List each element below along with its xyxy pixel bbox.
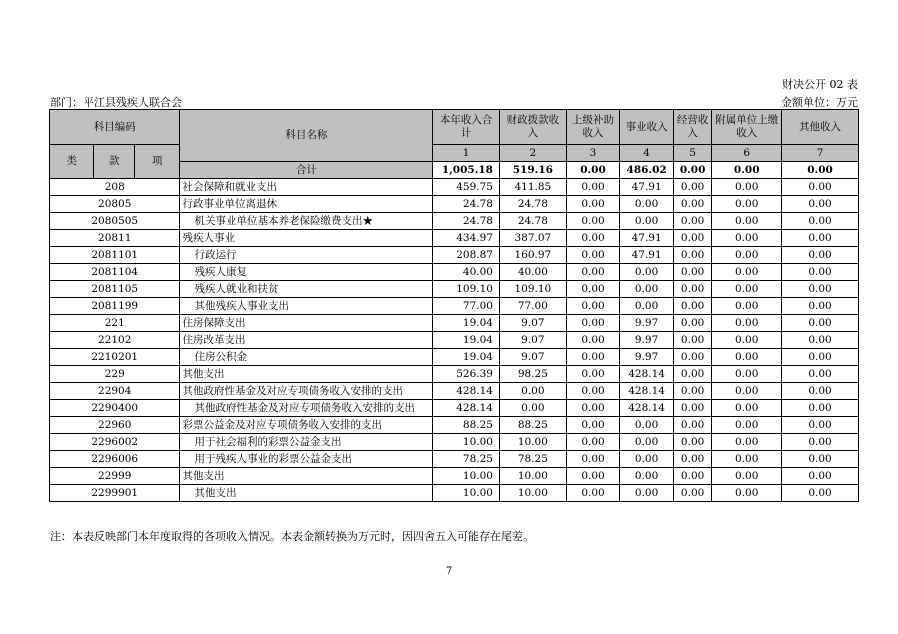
header-name: 科目名称 xyxy=(180,110,433,162)
amount-cell: 0.00 xyxy=(566,400,620,417)
amount-cell: 0.00 xyxy=(782,468,859,485)
table-row xyxy=(50,298,859,315)
amount-cell: 47.91 xyxy=(620,247,674,264)
amount-cell: 0.00 xyxy=(782,298,859,315)
amount-cell: 9.97 xyxy=(620,315,674,332)
amount-cell: 0.00 xyxy=(782,264,859,281)
subject-code: 2080505 xyxy=(50,213,180,230)
amount-cell: 78.25 xyxy=(433,451,500,468)
amount-cell: 0.00 xyxy=(566,434,620,451)
total-cell: 519.16 xyxy=(499,162,566,179)
header-col4: 事业收入 xyxy=(620,110,674,145)
amount-cell: 0.00 xyxy=(566,298,620,315)
amount-cell: 0.00 xyxy=(782,213,859,230)
header-lei: 类 xyxy=(50,145,94,179)
header-col3: 上级补助收入 xyxy=(566,110,620,145)
amount-cell: 0.00 xyxy=(566,196,620,213)
amount-unit-label: 金额单位：万元 xyxy=(781,96,858,109)
column-number: 3 xyxy=(566,145,620,162)
amount-cell: 0.00 xyxy=(712,417,782,434)
amount-cell: 0.00 xyxy=(499,400,566,417)
amount-cell: 0.00 xyxy=(782,383,859,400)
amount-cell: 0.00 xyxy=(566,247,620,264)
amount-cell: 0.00 xyxy=(712,179,782,196)
subject-name: 其他支出 xyxy=(180,366,433,383)
amount-cell: 0.00 xyxy=(566,485,620,502)
total-cell: 0.00 xyxy=(566,162,620,179)
amount-cell: 0.00 xyxy=(566,332,620,349)
amount-cell: 0.00 xyxy=(782,400,859,417)
amount-cell: 428.14 xyxy=(620,366,674,383)
amount-cell: 0.00 xyxy=(712,213,782,230)
amount-cell: 78.25 xyxy=(499,451,566,468)
amount-cell: 0.00 xyxy=(782,247,859,264)
amount-cell: 0.00 xyxy=(782,196,859,213)
amount-cell: 0.00 xyxy=(782,230,859,247)
page-number: 7 xyxy=(445,566,453,577)
total-cell: 0.00 xyxy=(782,162,859,179)
amount-cell: 0.00 xyxy=(712,451,782,468)
amount-cell: 0.00 xyxy=(673,179,711,196)
table-row xyxy=(50,451,859,468)
amount-cell: 98.25 xyxy=(499,366,566,383)
table-row xyxy=(50,315,859,332)
amount-cell: 0.00 xyxy=(673,247,711,264)
amount-cell: 0.00 xyxy=(566,366,620,383)
header-code: 科目编码 xyxy=(50,110,180,145)
subject-code: 221 xyxy=(50,315,180,332)
amount-cell: 0.00 xyxy=(620,298,674,315)
subject-name: 社会保障和就业支出 xyxy=(180,179,433,196)
table-row xyxy=(50,179,859,196)
amount-cell: 10.00 xyxy=(433,468,500,485)
table-row xyxy=(50,434,859,451)
amount-cell: 0.00 xyxy=(673,315,711,332)
amount-cell: 0.00 xyxy=(566,451,620,468)
amount-cell: 208.87 xyxy=(433,247,500,264)
amount-cell: 0.00 xyxy=(620,434,674,451)
amount-cell: 40.00 xyxy=(433,264,500,281)
amount-cell: 77.00 xyxy=(433,298,500,315)
amount-cell: 0.00 xyxy=(782,417,859,434)
amount-cell: 411.85 xyxy=(499,179,566,196)
table-row xyxy=(50,349,859,366)
amount-cell: 0.00 xyxy=(566,213,620,230)
header-row xyxy=(50,110,859,145)
amount-cell: 0.00 xyxy=(620,468,674,485)
amount-cell: 387.07 xyxy=(499,230,566,247)
table-row xyxy=(50,383,859,400)
amount-cell: 0.00 xyxy=(673,434,711,451)
amount-cell: 47.91 xyxy=(620,179,674,196)
header-col7: 其他收入 xyxy=(782,110,859,145)
amount-cell: 0.00 xyxy=(712,247,782,264)
subject-code: 208 xyxy=(50,179,180,196)
subject-name: 用于残疾人事业的彩票公益金支出 xyxy=(180,451,433,468)
total-cell: 1,005.18 xyxy=(433,162,500,179)
subject-code: 2296002 xyxy=(50,434,180,451)
amount-cell: 10.00 xyxy=(499,485,566,502)
amount-cell: 0.00 xyxy=(673,298,711,315)
header-xiang: 项 xyxy=(134,145,180,179)
amount-cell: 10.00 xyxy=(499,434,566,451)
amount-cell: 0.00 xyxy=(673,451,711,468)
amount-cell: 88.25 xyxy=(499,417,566,434)
amount-cell: 0.00 xyxy=(673,366,711,383)
subject-code: 2299901 xyxy=(50,485,180,502)
table-row xyxy=(50,366,859,383)
income-table xyxy=(49,109,859,502)
subject-code: 20811 xyxy=(50,230,180,247)
amount-cell: 526.39 xyxy=(433,366,500,383)
total-cell: 0.00 xyxy=(673,162,711,179)
amount-cell: 0.00 xyxy=(673,383,711,400)
table-row xyxy=(50,281,859,298)
amount-cell: 434.97 xyxy=(433,230,500,247)
subject-name: 住房改革支出 xyxy=(180,332,433,349)
amount-cell: 0.00 xyxy=(673,349,711,366)
amount-cell: 19.04 xyxy=(433,315,500,332)
amount-cell: 0.00 xyxy=(566,315,620,332)
amount-cell: 0.00 xyxy=(566,349,620,366)
subject-code: 229 xyxy=(50,366,180,383)
form-number: 财决公开 02 表 xyxy=(782,78,858,91)
amount-cell: 0.00 xyxy=(620,264,674,281)
table-row xyxy=(50,332,859,349)
amount-cell: 428.14 xyxy=(433,383,500,400)
amount-cell: 0.00 xyxy=(712,434,782,451)
subject-name: 其他政府性基金及对应专项债务收入安排的支出 xyxy=(180,400,433,417)
subject-code: 2081199 xyxy=(50,298,180,315)
amount-cell: 0.00 xyxy=(782,179,859,196)
subject-code: 22960 xyxy=(50,417,180,434)
amount-cell: 40.00 xyxy=(499,264,566,281)
amount-cell: 0.00 xyxy=(620,485,674,502)
amount-cell: 428.14 xyxy=(620,383,674,400)
amount-cell: 0.00 xyxy=(673,213,711,230)
amount-cell: 24.78 xyxy=(499,196,566,213)
amount-cell: 0.00 xyxy=(566,230,620,247)
amount-cell: 47.91 xyxy=(620,230,674,247)
amount-cell: 0.00 xyxy=(712,383,782,400)
column-number: 1 xyxy=(433,145,500,162)
amount-cell: 160.97 xyxy=(499,247,566,264)
amount-cell: 0.00 xyxy=(782,434,859,451)
subject-code: 22904 xyxy=(50,383,180,400)
header-col1: 本年收入合计 xyxy=(433,110,500,145)
subject-code: 2296006 xyxy=(50,451,180,468)
table-row xyxy=(50,485,859,502)
table-note: 注：本表反映部门本年度取得的各项收入情况。本表金额转换为万元时，因四舍五入可能存在尾差。 xyxy=(50,530,534,543)
amount-cell: 9.97 xyxy=(620,349,674,366)
amount-cell: 0.00 xyxy=(712,298,782,315)
table-row xyxy=(50,196,859,213)
table-row xyxy=(50,247,859,264)
table-row xyxy=(50,468,859,485)
amount-cell: 0.00 xyxy=(782,349,859,366)
amount-cell: 0.00 xyxy=(673,281,711,298)
column-number: 2 xyxy=(499,145,566,162)
subject-code: 20805 xyxy=(50,196,180,213)
subject-name: 其他残疾人事业支出 xyxy=(180,298,433,315)
subject-name: 其他政府性基金及对应专项债务收入安排的支出 xyxy=(180,383,433,400)
amount-cell: 428.14 xyxy=(433,400,500,417)
amount-cell: 24.78 xyxy=(499,213,566,230)
total-cell: 0.00 xyxy=(712,162,782,179)
total-label: 合计 xyxy=(180,162,433,179)
header-col2: 财政拨款收入 xyxy=(499,110,566,145)
subject-name: 住房公积金 xyxy=(180,349,433,366)
amount-cell: 0.00 xyxy=(712,468,782,485)
amount-cell: 0.00 xyxy=(673,264,711,281)
subject-code: 22102 xyxy=(50,332,180,349)
amount-cell: 0.00 xyxy=(673,417,711,434)
column-number: 4 xyxy=(620,145,674,162)
table-row xyxy=(50,230,859,247)
amount-cell: 10.00 xyxy=(499,468,566,485)
total-cell: 486.02 xyxy=(620,162,674,179)
amount-cell: 9.07 xyxy=(499,349,566,366)
amount-cell: 0.00 xyxy=(566,468,620,485)
amount-cell: 0.00 xyxy=(712,366,782,383)
amount-cell: 88.25 xyxy=(433,417,500,434)
subject-code: 2210201 xyxy=(50,349,180,366)
amount-cell: 428.14 xyxy=(620,400,674,417)
amount-cell: 0.00 xyxy=(782,485,859,502)
amount-cell: 0.00 xyxy=(712,315,782,332)
amount-cell: 0.00 xyxy=(566,281,620,298)
amount-cell: 0.00 xyxy=(620,451,674,468)
subject-name: 彩票公益金及对应专项债务收入安排的支出 xyxy=(180,417,433,434)
amount-cell: 0.00 xyxy=(499,383,566,400)
amount-cell: 0.00 xyxy=(673,468,711,485)
subject-code: 22999 xyxy=(50,468,180,485)
subject-code: 2081101 xyxy=(50,247,180,264)
subject-name: 用于社会福利的彩票公益金支出 xyxy=(180,434,433,451)
amount-cell: 9.97 xyxy=(620,332,674,349)
amount-cell: 10.00 xyxy=(433,485,500,502)
subject-name: 机关事业单位基本养老保险缴费支出★ xyxy=(180,213,433,230)
amount-cell: 459.75 xyxy=(433,179,500,196)
amount-cell: 24.78 xyxy=(433,213,500,230)
subject-code: 2081105 xyxy=(50,281,180,298)
amount-cell: 9.07 xyxy=(499,332,566,349)
subject-name: 住房保障支出 xyxy=(180,315,433,332)
table-row xyxy=(50,400,859,417)
column-number: 7 xyxy=(782,145,859,162)
amount-cell: 0.00 xyxy=(782,332,859,349)
amount-cell: 0.00 xyxy=(620,281,674,298)
column-number: 6 xyxy=(712,145,782,162)
amount-cell: 24.78 xyxy=(433,196,500,213)
subject-name: 残疾人就业和扶贫 xyxy=(180,281,433,298)
amount-cell: 0.00 xyxy=(712,349,782,366)
amount-cell: 0.00 xyxy=(712,230,782,247)
amount-cell: 0.00 xyxy=(673,196,711,213)
amount-cell: 77.00 xyxy=(499,298,566,315)
amount-cell: 0.00 xyxy=(782,451,859,468)
amount-cell: 0.00 xyxy=(566,264,620,281)
amount-cell: 0.00 xyxy=(712,281,782,298)
header-col6: 附属单位上缴收入 xyxy=(712,110,782,145)
amount-cell: 0.00 xyxy=(712,196,782,213)
subject-name: 其他支出 xyxy=(180,468,433,485)
subject-code: 2081104 xyxy=(50,264,180,281)
amount-cell: 0.00 xyxy=(673,230,711,247)
department-label: 部门：平江县残疾人联合会 xyxy=(50,96,182,109)
subject-code: 2290400 xyxy=(50,400,180,417)
amount-cell: 0.00 xyxy=(712,400,782,417)
amount-cell: 0.00 xyxy=(782,281,859,298)
amount-cell: 0.00 xyxy=(782,315,859,332)
amount-cell: 19.04 xyxy=(433,349,500,366)
amount-cell: 0.00 xyxy=(566,383,620,400)
subject-name: 残疾人事业 xyxy=(180,230,433,247)
amount-cell: 19.04 xyxy=(433,332,500,349)
amount-cell: 0.00 xyxy=(673,485,711,502)
amount-cell: 0.00 xyxy=(673,332,711,349)
header-sub-row xyxy=(50,145,859,162)
amount-cell: 0.00 xyxy=(712,332,782,349)
header-kuan: 款 xyxy=(94,145,134,179)
table-row xyxy=(50,417,859,434)
subject-name: 其他支出 xyxy=(180,485,433,502)
subject-name: 行政运行 xyxy=(180,247,433,264)
amount-cell: 0.00 xyxy=(620,196,674,213)
column-number: 5 xyxy=(673,145,711,162)
amount-cell: 0.00 xyxy=(712,264,782,281)
amount-cell: 0.00 xyxy=(712,485,782,502)
table-row xyxy=(50,213,859,230)
amount-cell: 0.00 xyxy=(782,366,859,383)
amount-cell: 0.00 xyxy=(566,417,620,434)
header-col5: 经营收入 xyxy=(673,110,711,145)
amount-cell: 0.00 xyxy=(620,417,674,434)
amount-cell: 0.00 xyxy=(620,213,674,230)
amount-cell: 9.07 xyxy=(499,315,566,332)
table-row xyxy=(50,264,859,281)
amount-cell: 0.00 xyxy=(566,179,620,196)
amount-cell: 10.00 xyxy=(433,434,500,451)
subject-name: 残疾人康复 xyxy=(180,264,433,281)
subject-name: 行政事业单位离退休 xyxy=(180,196,433,213)
amount-cell: 109.10 xyxy=(499,281,566,298)
amount-cell: 0.00 xyxy=(673,400,711,417)
amount-cell: 109.10 xyxy=(433,281,500,298)
